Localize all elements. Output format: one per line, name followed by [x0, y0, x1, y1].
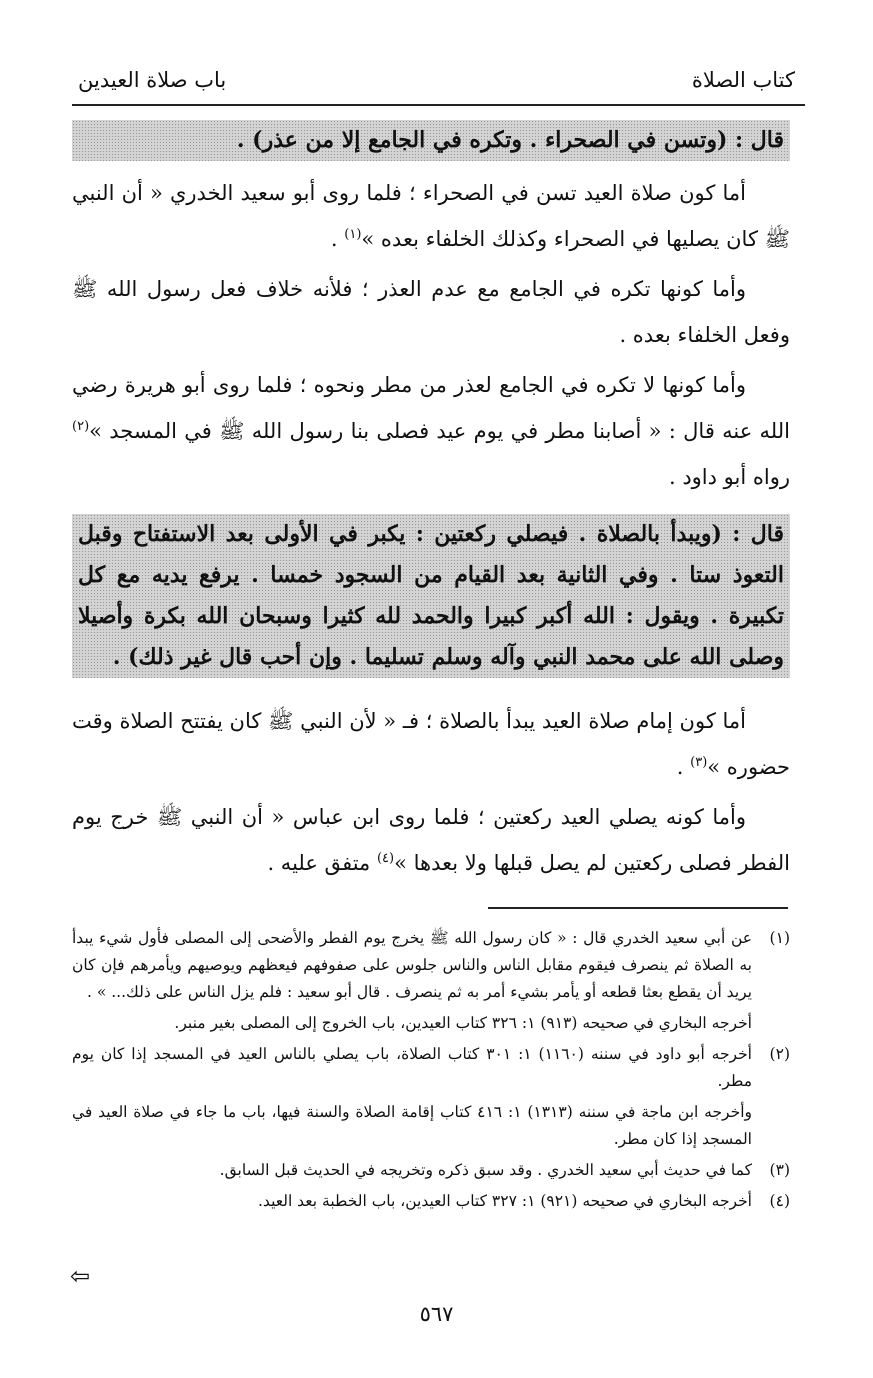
- footnote-ref[interactable]: (٢): [72, 419, 90, 434]
- matn-passage-1: [72, 120, 790, 161]
- footnote-ref[interactable]: (٣): [690, 755, 708, 770]
- footnote-number: (٣): [769, 1161, 790, 1179]
- matn-passage-2: [72, 514, 790, 678]
- matn-text: قال : (وتسن في الصحراء . وتكره في الجامع إلا من عذر) .: [236, 127, 784, 153]
- footnote-text: عن أبي سعيد الخدري قال : « كان رسول الله ﷺ يخرج يوم الفطر والأضحى إلى المصلى فأول شيء يبدأ به الصلاة ثم ينصرف فيقوم مقابل الناس والناس جلوس على صفوفهم فيعظهم ويوصيهم ويأمرهم فإن كان يريد أن يقطع بعثا قطعه أو يأمر بشيء أمر به ثم ينصرف . قال أبو سعيد : فلم يزل الناس على ذلك... » .: [72, 929, 752, 1001]
- footnote-text: أخرجه البخاري في صحيحه (٩٢١) ١: ٣٢٧ كتاب العيدين، باب الخطبة بعد العيد.: [258, 1192, 752, 1210]
- commentary-section-1: [72, 170, 790, 500]
- page-number: ٥٦٧: [419, 1302, 454, 1326]
- footnote-text: كما في حديث أبي سعيد الخدري . وقد سبق ذكره وتخريجه في الحديث قبل السابق.: [219, 1161, 752, 1179]
- commentary-paragraph: وأما كونها لا تكره في الجامع لعذر من مطر ونحوه ؛ فلما روى أبو هريرة رضي الله عنه قال : « أصابنا مطر في يوم عيد فصلى بنا رسول الله ﷺ في المسجد »$^{(٢)}$ رواه أبو داود .: [72, 373, 790, 489]
- footnote-separator: [488, 907, 788, 909]
- footnote-number: (٢): [769, 1045, 790, 1063]
- commentary-paragraph: وأما كونه يصلي العيد ركعتين ؛ فلما روى ابن عباس « أن النبي ﷺ خرج يوم الفطر فصلى ركعتين لم يصل قبلها ولا بعدها »$^{(٤)}$ متفق عليه .: [72, 805, 790, 875]
- running-header: [78, 58, 795, 102]
- matn-text: قال : (ويبدأ بالصلاة . فيصلي ركعتين : يكبر في الأولى بعد الاستفتاح وقبل التعوذ ستا . وفي الثانية بعد القيام من السجود خمسا . يرفع يديه مع كل تكبيرة . ويقول : الله أكبر كبيرا والحمد لله كثيرا وسبحان الله بكرة وأصيلا وصلى الله على محمد النبي وآله وسلم تسليما . وإن أحب قال غير ذلك) .: [78, 521, 784, 670]
- footnote-2: [72, 1041, 790, 1095]
- next-page-arrow-icon[interactable]: ⇦: [70, 1262, 91, 1290]
- footnotes: [72, 925, 790, 1219]
- footnote-number: (١): [769, 929, 790, 947]
- footnote-ref[interactable]: (١): [344, 227, 362, 242]
- footnote-4: [72, 1188, 790, 1215]
- footnote-3: [72, 1157, 790, 1184]
- footnote-source: أخرجه البخاري في صحيحه (٩١٣) ١: ٣٢٦ كتاب العيدين، باب الخروج إلى المصلى بغير منبر.: [174, 1014, 752, 1032]
- footnote-1: [72, 925, 790, 1006]
- footnote-ref[interactable]: (٤): [376, 851, 395, 866]
- header-book-title: كتاب الصلاة: [691, 68, 795, 92]
- header-chapter-title: باب صلاة العيدين: [78, 68, 227, 92]
- commentary-section-2: [72, 698, 790, 886]
- commentary-paragraph: وأما كونها تكره في الجامع مع عدم العذر ؛ فلأنه خلاف فعل رسول الله ﷺ وفعل الخلفاء بعده .: [72, 277, 790, 347]
- footnote-source: وأخرجه ابن ماجة في سننه (١٣١٣) ١: ٤١٦ كتاب إقامة الصلاة والسنة فيها، باب ما جاء في صلاة العيد في المسجد إذا كان مطر.: [72, 1103, 752, 1148]
- commentary-paragraph: أما كون إمام صلاة العيد يبدأ بالصلاة ؛ فـ « لأن النبي ﷺ كان يفتتح الصلاة وقت حضوره »$^{(٣)}$ .: [72, 709, 790, 779]
- footnote-text: أخرجه أبو داود في سننه (١١٦٠) ١: ٣٠١ كتاب الصلاة، باب يصلي بالناس العيد في المسجد إذا كان يوم مطر.: [72, 1045, 752, 1090]
- footnote-number: (٤): [769, 1192, 790, 1210]
- commentary-paragraph: أما كون صلاة العيد تسن في الصحراء ؛ فلما روى أبو سعيد الخدري « أن النبي ﷺ كان يصليها في الصحراء وكذلك الخلفاء بعده »$^{(١)}$ .: [72, 181, 790, 251]
- header-rule: [72, 104, 805, 106]
